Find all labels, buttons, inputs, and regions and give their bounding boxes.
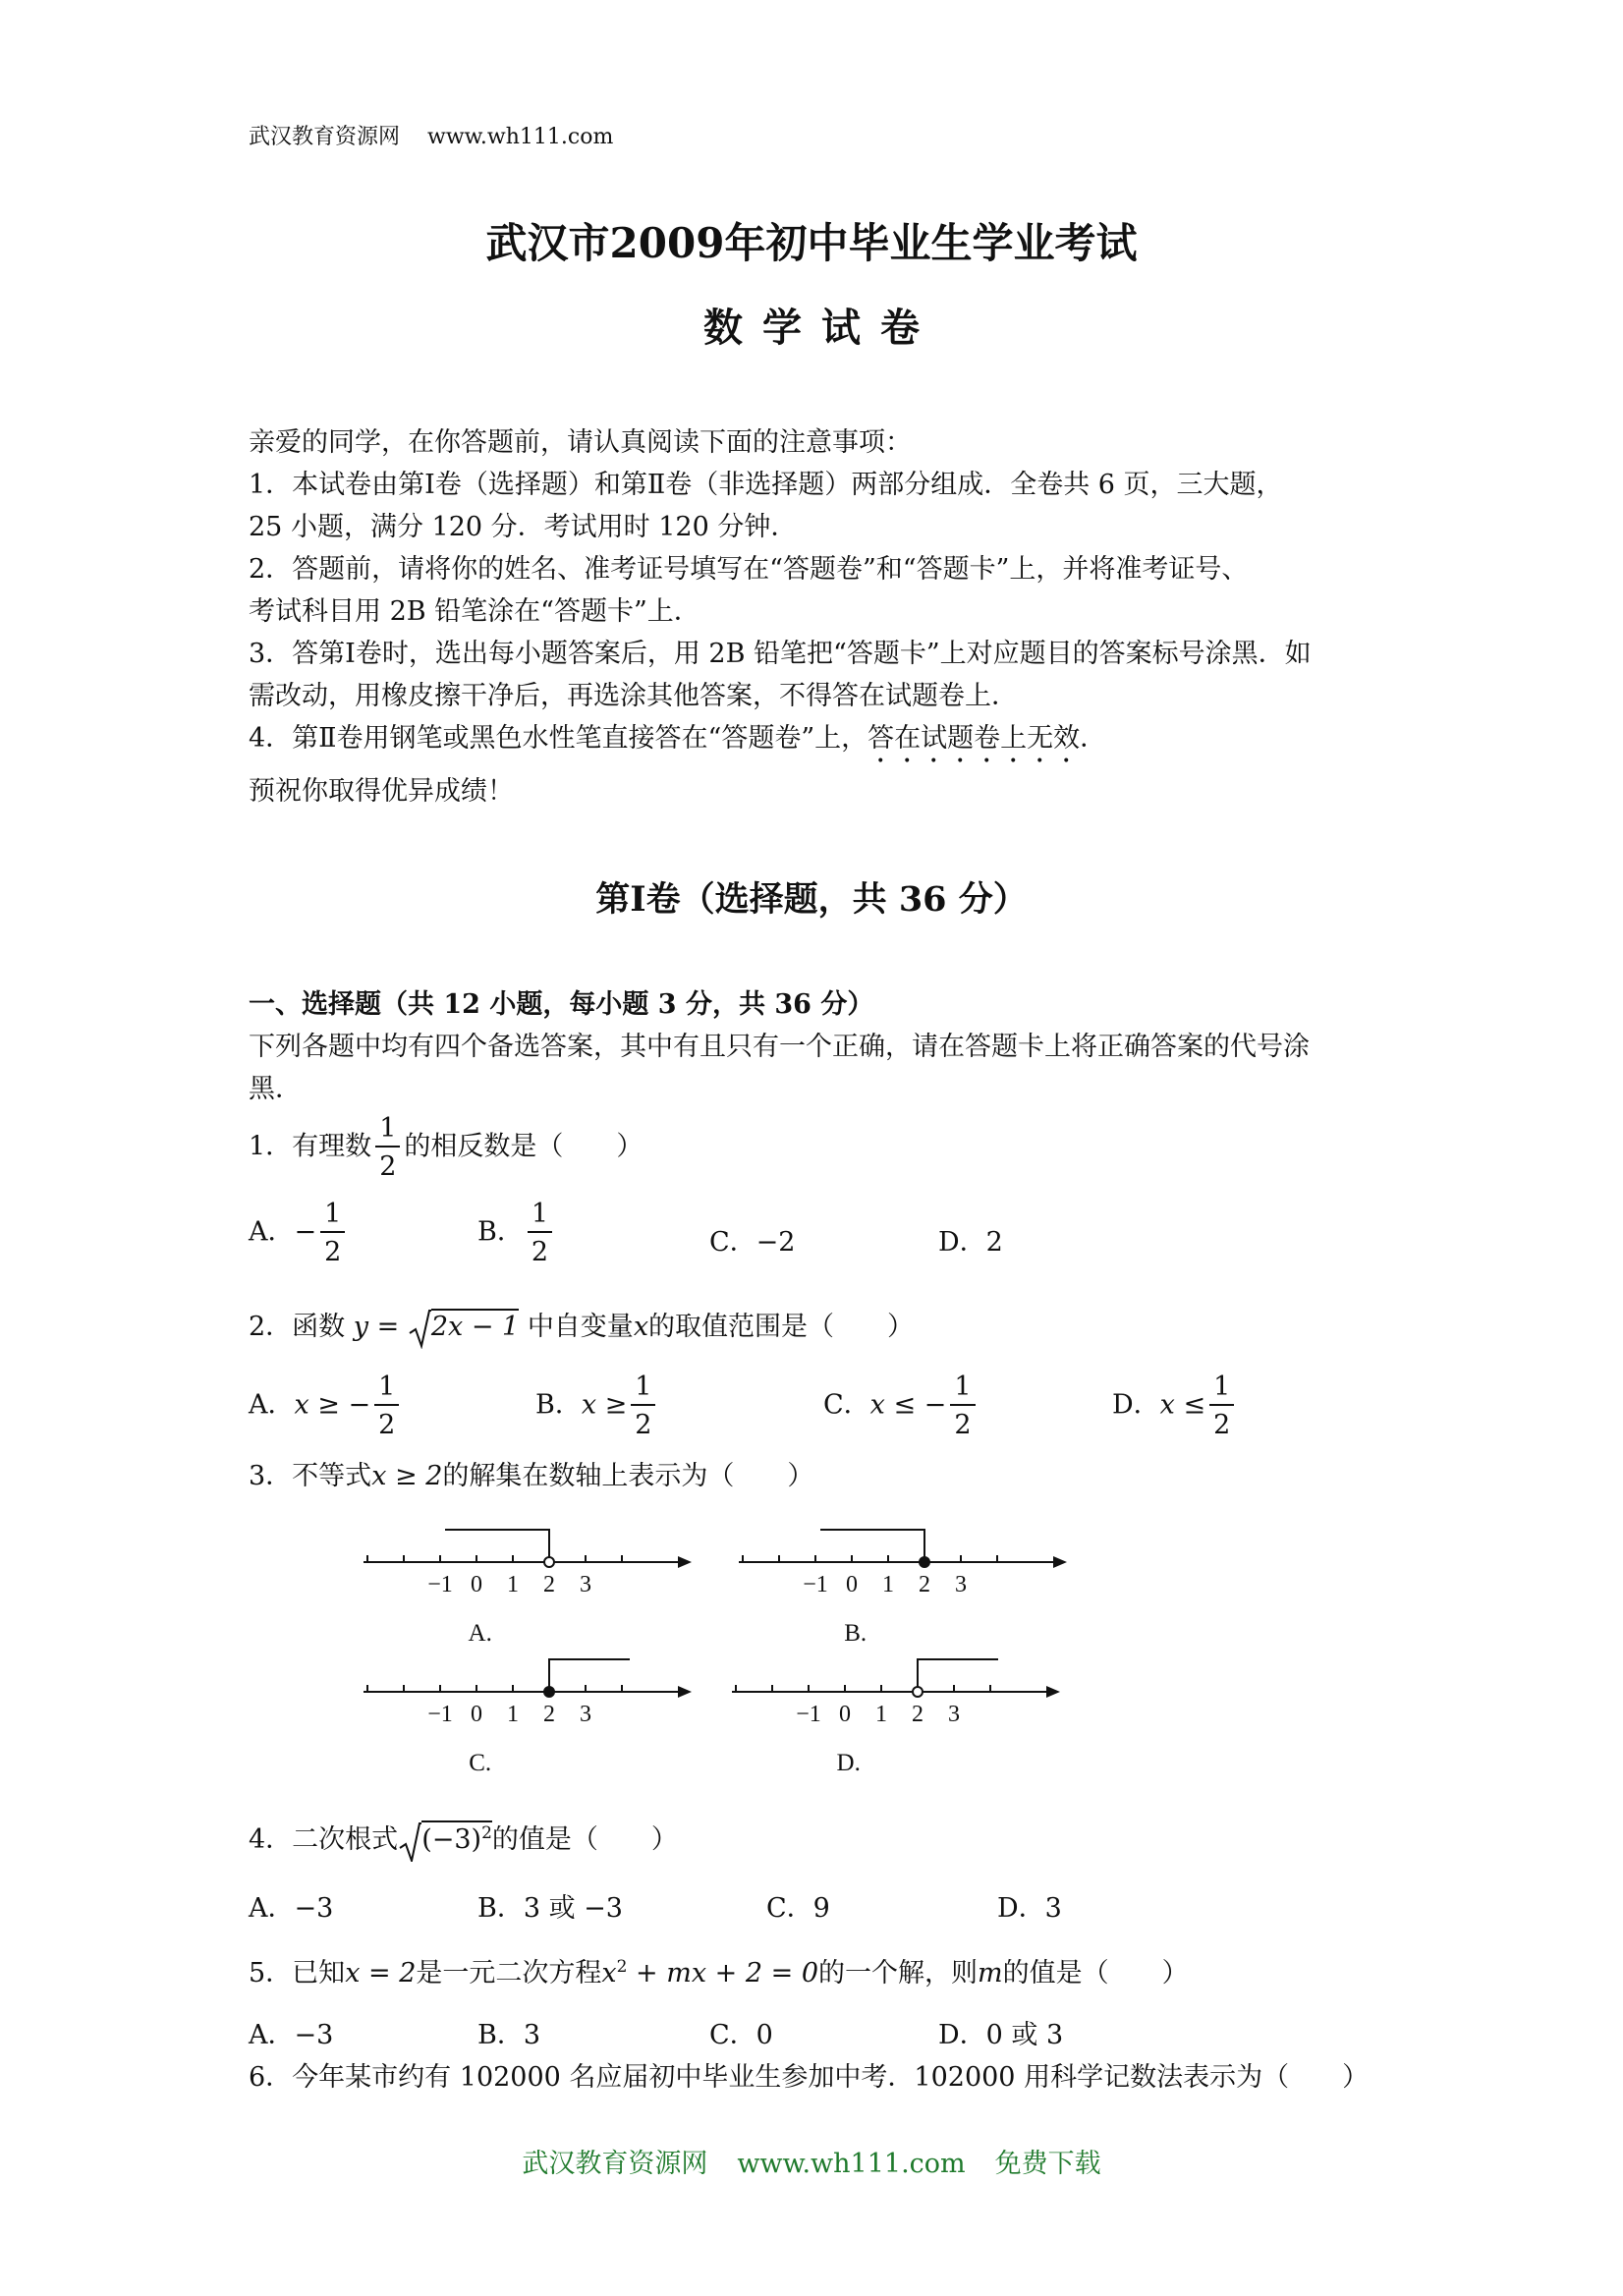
sqrt-sign-icon xyxy=(398,1820,421,1862)
q1-option-a xyxy=(249,1201,349,1265)
tick-label: 0 xyxy=(839,1702,851,1727)
q2-d-label: D． xyxy=(1112,1389,1160,1421)
q5-d-label: D． xyxy=(938,2020,986,2050)
number-line-d xyxy=(722,1633,1076,1780)
q1-frac-den: 2 xyxy=(379,1151,397,1182)
part-desc-a: 下列各题中均有四个备选答案，其中有且只有一个正确，请在答题卡上将正确答案的代号涂 xyxy=(249,1032,1310,1062)
q5-eq-exponent: 2 xyxy=(616,1957,628,1977)
q1-fraction xyxy=(375,1115,400,1180)
q4-stem-a: 4．二次根式 xyxy=(249,1824,399,1855)
open-point-icon xyxy=(913,1687,923,1697)
q2-option-c xyxy=(823,1373,979,1438)
q4-option-b xyxy=(477,1886,623,1925)
q1-b-num: 1 xyxy=(528,1201,552,1233)
q5-option-a xyxy=(249,2013,333,2051)
tick-label: 0 xyxy=(471,1572,482,1597)
q3-stem-b: 的解集在数轴上表示为（ ） xyxy=(442,1461,814,1491)
q5-eq-a: x xyxy=(601,1958,617,1988)
tick-label: 0 xyxy=(846,1572,858,1597)
notice-3a: 3．答第Ⅰ卷时，选出每小题答案后，用 2B 铅笔把“答题卡”上对应题目的答案标号涂黑．如 xyxy=(249,639,1312,669)
q4-c-label: C． xyxy=(766,1893,813,1924)
q5-option-b xyxy=(477,2013,540,2051)
solution-bracket xyxy=(918,1659,998,1689)
number-line-c xyxy=(354,1633,707,1780)
q5-option-c xyxy=(709,2013,773,2051)
q2-option-a xyxy=(249,1373,403,1438)
tick-label: 2 xyxy=(543,1572,555,1597)
footer-site-name: 武汉教育资源网 xyxy=(522,2149,708,2179)
exam-title: 武汉市2009年初中毕业生学业考试 xyxy=(485,219,1138,267)
q2-d-rel: x ≤ xyxy=(1159,1389,1206,1421)
header-url: www.wh111.com xyxy=(427,125,614,149)
q5-a-value: −3 xyxy=(294,2020,334,2050)
option-label: C. xyxy=(469,1750,492,1776)
q2-b-den: 2 xyxy=(635,1410,652,1440)
q5-d-value: 0 或 3 xyxy=(985,2020,1064,2050)
q5-eq-b: + mx + 2 = 0 xyxy=(627,1958,819,1988)
tick-label: 2 xyxy=(543,1702,555,1727)
q1-c-value: −2 xyxy=(756,1227,796,1258)
q1-b-label: B． xyxy=(477,1216,524,1248)
q4-radicand: (−3) xyxy=(421,1824,482,1855)
q2-c-label: C． xyxy=(823,1389,870,1421)
q2-stem xyxy=(249,1305,914,1349)
q2-option-b xyxy=(535,1373,659,1438)
q2-a-label: A． xyxy=(249,1389,295,1421)
number-line-a xyxy=(354,1503,707,1651)
notice-1b: 25 小题，满分 120 分．考试用时 120 分钟． xyxy=(249,512,798,542)
notice-2b: 考试科目用 2B 铅笔涂在“答题卡”上． xyxy=(249,596,700,627)
q2-option-d xyxy=(1112,1373,1238,1438)
q1-stem-b: 的相反数是（ ） xyxy=(404,1131,644,1162)
q5-var: m xyxy=(978,1958,1003,1988)
tick-label: −1 xyxy=(427,1572,453,1597)
q2-d-num: 1 xyxy=(1209,1373,1234,1406)
q5-c-value: 0 xyxy=(756,2020,773,2050)
q2-d-fraction xyxy=(1209,1373,1234,1438)
footer-url: www.wh111.com xyxy=(737,2149,966,2179)
notice-3b: 需改动，用橡皮擦干净后，再选涂其他答案，不得答在试题卷上． xyxy=(249,681,1018,711)
solution-bracket xyxy=(820,1530,924,1559)
q1-option-c xyxy=(709,1220,795,1259)
q3-stem xyxy=(249,1454,813,1492)
sqrt-sign-icon xyxy=(408,1308,431,1349)
q2-expr-radicand: 2x − 1 xyxy=(431,1309,519,1342)
q4-a-label: A． xyxy=(249,1893,295,1924)
q2-a-den: 2 xyxy=(378,1410,396,1440)
part-heading: 一、选择题（共 12 小题，每小题 3 分，共 36 分） xyxy=(249,989,874,1020)
notice-4-prefix: 4．第Ⅱ卷用钢笔或黑色水性笔直接答在“答题卷”上， xyxy=(249,723,868,754)
q1-a-sign: − xyxy=(294,1216,317,1248)
q4-stem xyxy=(249,1818,678,1862)
q2-a-fraction xyxy=(374,1373,399,1438)
q4-option-a xyxy=(249,1886,333,1925)
option-label: B. xyxy=(844,1620,867,1647)
arrow-icon xyxy=(1053,1556,1067,1568)
q2-c-rel: x ≤ − xyxy=(869,1389,947,1421)
q1-stem-a: 1．有理数 xyxy=(249,1131,372,1162)
option-label: A. xyxy=(468,1620,492,1647)
tick-label: 1 xyxy=(882,1572,894,1597)
q2-stem-b: 中自变量 xyxy=(527,1312,634,1342)
q2-var: x xyxy=(633,1312,649,1342)
q2-expr-lhs: y xyxy=(353,1312,369,1342)
q2-b-fraction xyxy=(631,1373,655,1438)
q5-stem-c: 的一个解，则 xyxy=(818,1958,979,1988)
q4-d-label: D． xyxy=(997,1893,1045,1924)
q2-c-fraction xyxy=(950,1373,975,1438)
q1-a-den: 2 xyxy=(324,1237,342,1267)
q6-stem: 6．今年某市约有 102000 名应届初中毕业生参加中考．102000 用科学记数法表示为（ ） xyxy=(249,2062,1370,2093)
footer-download: 免费下载 xyxy=(994,2149,1101,2179)
q4-d-value: 3 xyxy=(1044,1893,1062,1924)
solid-point-icon xyxy=(544,1687,554,1697)
page-header xyxy=(249,120,613,150)
tick-label: 3 xyxy=(580,1572,591,1597)
q2-a-num: 1 xyxy=(374,1373,399,1406)
notice-wish: 预祝你取得优异成绩！ xyxy=(249,776,514,807)
q5-stem-d: 的值是（ ） xyxy=(1002,1958,1189,1988)
q2-d-den: 2 xyxy=(1213,1410,1231,1440)
option-label: D. xyxy=(836,1750,861,1776)
tick-label: 1 xyxy=(875,1702,887,1727)
q2-a-rel: x ≥ − xyxy=(294,1389,371,1421)
q1-d-value: 2 xyxy=(985,1227,1003,1258)
arrow-icon xyxy=(678,1686,692,1698)
arrow-icon xyxy=(678,1556,692,1568)
header-site-name: 武汉教育资源网 xyxy=(249,125,401,149)
q1-c-label: C． xyxy=(709,1227,756,1258)
q4-option-c xyxy=(766,1886,830,1925)
number-line-b xyxy=(729,1503,1083,1651)
q4-stem-b: 的值是（ ） xyxy=(491,1824,678,1855)
q1-stem xyxy=(249,1115,643,1180)
q5-c-label: C． xyxy=(709,2020,756,2050)
q5-stem-b: 是一元二次方程 xyxy=(416,1958,602,1988)
tick-label: −1 xyxy=(803,1572,828,1597)
notice-1a: 1．本试卷由第Ⅰ卷（选择题）和第Ⅱ卷（非选择题）两部分组成．全卷共 6 页，三大题， xyxy=(249,470,1283,500)
tick-label: 0 xyxy=(471,1702,482,1727)
part-desc-b: 黑． xyxy=(249,1074,302,1104)
q4-b-value: 3 或 −3 xyxy=(523,1893,623,1924)
q1-option-d xyxy=(938,1220,1003,1259)
solution-bracket xyxy=(549,1659,630,1689)
q1-frac-num: 1 xyxy=(375,1115,400,1148)
notice-4 xyxy=(249,716,1106,769)
q3-expr: x ≥ 2 xyxy=(371,1461,443,1491)
q1-b-den: 2 xyxy=(531,1237,549,1267)
open-point-icon xyxy=(544,1557,554,1567)
q2-b-label: B． xyxy=(535,1389,582,1421)
q5-condition: x = 2 xyxy=(345,1958,417,1988)
q3-stem-a: 3．不等式 xyxy=(249,1461,372,1491)
exam-subtitle: 数学试卷 xyxy=(703,305,939,351)
q1-d-label: D． xyxy=(938,1227,986,1258)
notice-4-emphasis: 答在试题卷上无效 xyxy=(867,723,1081,754)
tick-label: 3 xyxy=(948,1702,960,1727)
notice-2a: 2．答题前，请将你的姓名、准考证号填写在“答题卷”和“答题卡”上，并将准考证号、 xyxy=(249,554,1249,585)
q2-b-num: 1 xyxy=(631,1373,655,1406)
q5-option-d xyxy=(938,2013,1063,2051)
arrow-icon xyxy=(1046,1686,1060,1698)
tick-label: 1 xyxy=(507,1702,519,1727)
q5-a-label: A． xyxy=(249,2020,295,2050)
q1-a-fraction xyxy=(320,1201,345,1265)
q2-b-rel: x ≥ xyxy=(581,1389,628,1421)
tick-label: 3 xyxy=(955,1572,967,1597)
solution-bracket xyxy=(445,1530,549,1559)
q2-stem-c: 的取值范围是（ ） xyxy=(648,1312,915,1342)
tick-label: 2 xyxy=(919,1572,930,1597)
notice-intro: 亲爱的同学，在你答题前，请认真阅读下面的注意事项： xyxy=(249,427,912,458)
q2-c-num: 1 xyxy=(950,1373,975,1406)
tick-label: −1 xyxy=(427,1702,453,1727)
notice-4-suffix: ． xyxy=(1080,723,1107,754)
q4-b-label: B． xyxy=(477,1893,524,1924)
q1-a-label: A． xyxy=(249,1216,295,1248)
section-title: 第Ⅰ卷（选择题，共 36 分） xyxy=(595,879,1028,920)
tick-label: 3 xyxy=(580,1702,591,1727)
q1-b-fraction xyxy=(528,1201,552,1265)
solid-point-icon xyxy=(920,1557,929,1567)
tick-label: 2 xyxy=(912,1702,923,1727)
q5-b-value: 3 xyxy=(523,2020,541,2050)
q1-option-b xyxy=(477,1201,556,1265)
q2-expr-eq: = xyxy=(368,1312,408,1342)
tick-label: 1 xyxy=(507,1572,519,1597)
q5-stem-a: 5．已知 xyxy=(249,1958,346,1988)
q1-a-num: 1 xyxy=(320,1201,345,1233)
q4-option-d xyxy=(997,1886,1062,1925)
q4-a-value: −3 xyxy=(294,1893,334,1924)
q2-c-den: 2 xyxy=(954,1410,972,1440)
page-footer xyxy=(0,2142,1623,2180)
q2-stem-a: 2．函数 xyxy=(249,1312,346,1342)
tick-label: −1 xyxy=(796,1702,821,1727)
q5-b-label: B． xyxy=(477,2020,524,2050)
q4-c-value: 9 xyxy=(812,1893,830,1924)
q4-exponent: 2 xyxy=(481,1823,492,1843)
q5-stem xyxy=(249,1951,1189,1989)
